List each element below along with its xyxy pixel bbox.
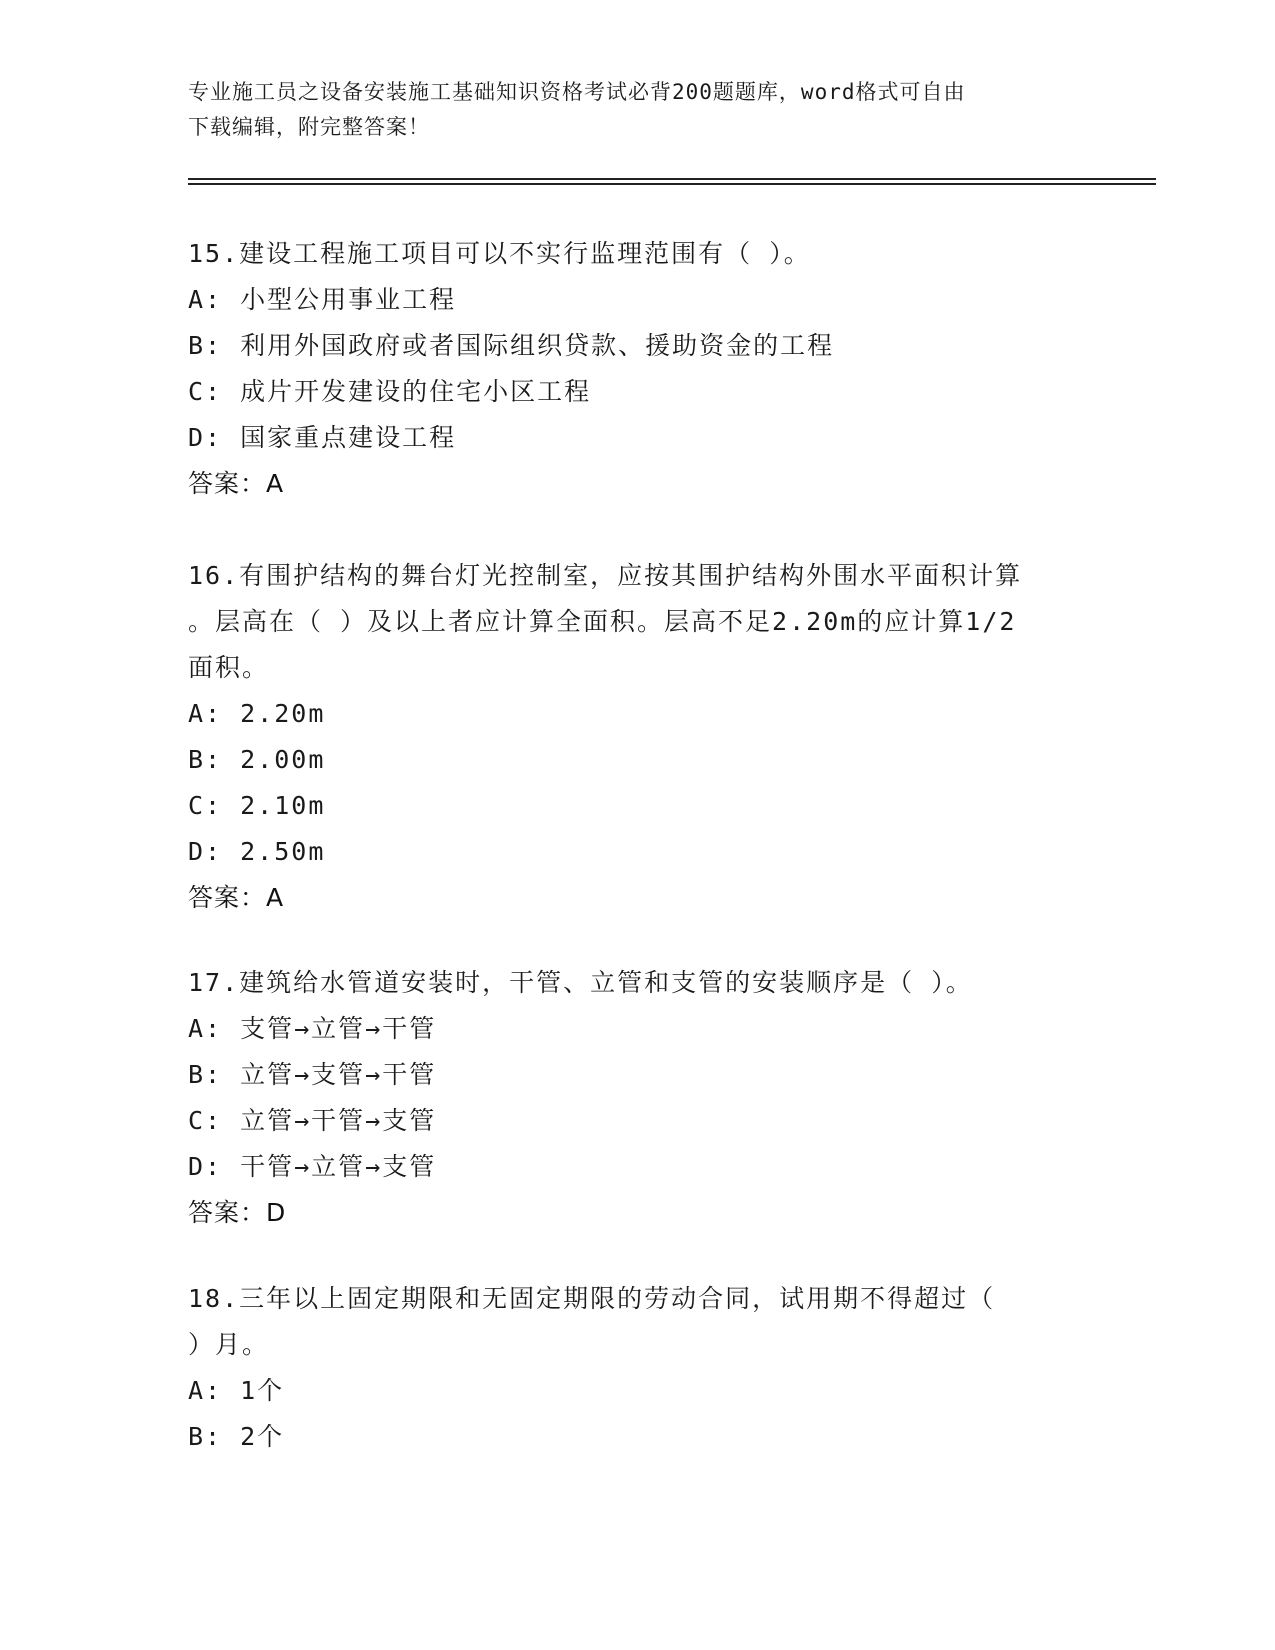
option-text: 2个 (240, 1422, 285, 1451)
question-17 (188, 960, 1088, 1236)
answer-label: 答案：A (188, 883, 285, 912)
header-title-line-2: 下载编辑，附完整答案！ (188, 115, 430, 139)
header-divider-bottom (188, 183, 1156, 185)
option-letter: D: (188, 1152, 223, 1181)
option-a (188, 1006, 1088, 1052)
option-text: 成片开发建设的住宅小区工程 (240, 377, 592, 406)
question-stem-line-2: ）月。 (188, 1330, 270, 1359)
question-stem-line-2: 。层高在（ ）及以上者应计算全面积。层高不足2.20m的应计算1/2 (188, 607, 1017, 636)
option-letter: C: (188, 791, 223, 820)
option-c (188, 369, 1088, 415)
option-b (188, 323, 1088, 369)
option-c (188, 783, 1088, 829)
header-divider-top (188, 178, 1156, 180)
option-b (188, 1414, 1088, 1460)
option-letter: B: (188, 331, 223, 360)
option-letter: D: (188, 837, 223, 866)
option-d (188, 829, 1088, 875)
question-16 (188, 553, 1088, 921)
option-letter: A: (188, 285, 223, 314)
option-letter: A: (188, 1014, 223, 1043)
header-title-line-1: 专业施工员之设备安装施工基础知识资格考试必背200题题库，word格式可自由 (188, 80, 966, 104)
question-18 (188, 1276, 1088, 1460)
option-b (188, 737, 1088, 783)
option-letter: B: (188, 1060, 223, 1089)
option-text: 支管→立管→干管 (240, 1014, 437, 1043)
option-text: 国家重点建设工程 (240, 423, 457, 452)
option-text: 1个 (240, 1376, 285, 1405)
document-header (188, 75, 1088, 145)
option-a (188, 1368, 1088, 1414)
option-text: 2.50m (240, 837, 326, 866)
option-c (188, 1098, 1088, 1144)
question-stem: 15.建设工程施工项目可以不实行监理范围有（ ）。 (188, 239, 811, 268)
option-text: 2.10m (240, 791, 326, 820)
answer-label: 答案：D (188, 1198, 287, 1227)
option-letter: A: (188, 1376, 223, 1405)
option-b (188, 1052, 1088, 1098)
option-d (188, 1144, 1088, 1190)
option-d (188, 415, 1088, 461)
option-text: 立管→支管→干管 (240, 1060, 437, 1089)
question-stem-line-1: 18.三年以上固定期限和无固定期限的劳动合同，试用期不得超过（ (188, 1284, 996, 1313)
answer-label: 答案：A (188, 469, 285, 498)
option-letter: A: (188, 699, 223, 728)
question-stem: 17.建筑给水管道安装时，干管、立管和支管的安装顺序是（ ）。 (188, 968, 973, 997)
option-text: 2.00m (240, 745, 326, 774)
question-15 (188, 231, 1088, 507)
question-stem-line-3: 面积。 (188, 653, 270, 682)
option-text: 小型公用事业工程 (240, 285, 457, 314)
option-a (188, 277, 1088, 323)
option-letter: C: (188, 1106, 223, 1135)
option-text: 立管→干管→支管 (240, 1106, 437, 1135)
option-text: 干管→立管→支管 (240, 1152, 437, 1181)
option-text: 2.20m (240, 699, 326, 728)
option-a (188, 691, 1088, 737)
option-letter: B: (188, 745, 223, 774)
question-stem-line-1: 16.有围护结构的舞台灯光控制室，应按其围护结构外围水平面积计算 (188, 561, 1023, 590)
option-letter: B: (188, 1422, 223, 1451)
option-letter: C: (188, 377, 223, 406)
option-letter: D: (188, 423, 223, 452)
option-text: 利用外国政府或者国际组织贷款、援助资金的工程 (240, 331, 835, 360)
